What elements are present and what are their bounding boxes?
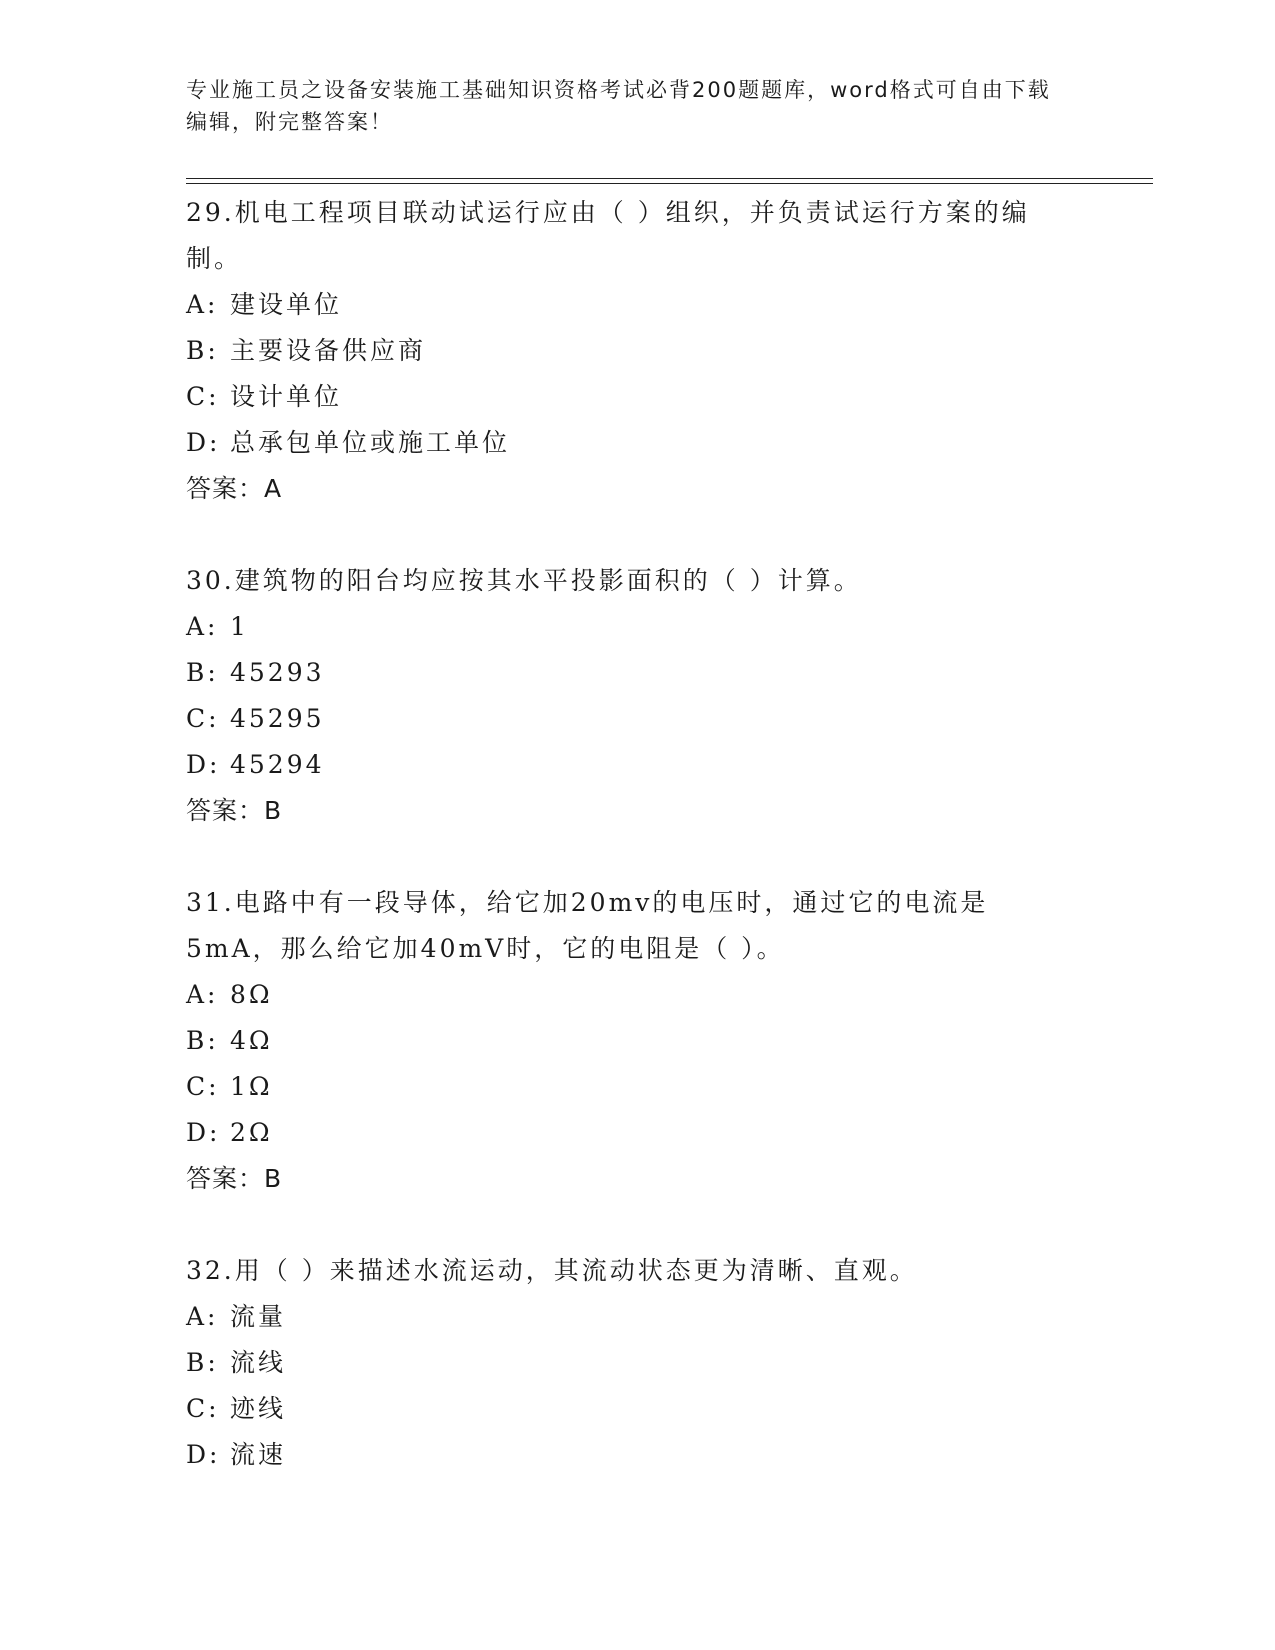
option-text: 1	[230, 612, 249, 641]
option-list	[186, 1294, 1066, 1478]
option-c	[186, 374, 1066, 420]
option-letter: A:	[186, 1302, 219, 1331]
option-letter: B:	[186, 658, 219, 687]
option-a	[186, 972, 1066, 1018]
option-a	[186, 282, 1066, 328]
option-a	[186, 604, 1066, 650]
option-d	[186, 742, 1066, 788]
option-b	[186, 328, 1066, 374]
option-letter: B:	[186, 336, 219, 365]
option-text: 流量	[230, 1302, 287, 1331]
option-text: 流线	[230, 1348, 287, 1377]
header-divider	[186, 178, 1153, 184]
option-letter: C:	[186, 1072, 220, 1101]
option-text: 8Ω	[230, 980, 273, 1009]
question-stem: 32.用（ ）来描述水流运动，其流动状态更为清晰、直观。	[186, 1256, 918, 1285]
question-stem: 31.电路中有一段导体，给它加20mv的电压时，通过它的电流是5mA，那么给它加40mV时，它的电阻是（ ）。	[186, 888, 989, 963]
document-header: 专业施工员之设备安装施工基础知识资格考试必背200题题库，word格式可自由下载编辑，附完整答案！	[186, 78, 1051, 134]
option-letter: D:	[186, 1118, 221, 1147]
option-text: 主要设备供应商	[230, 336, 427, 365]
option-text: 总承包单位或施工单位	[230, 428, 511, 457]
option-letter: A:	[186, 612, 219, 641]
option-text: 1Ω	[230, 1072, 273, 1101]
option-text: 45295	[230, 704, 325, 733]
question-31	[186, 880, 1066, 1202]
answer-line: 答案：A	[186, 474, 283, 503]
option-text: 迹线	[230, 1394, 287, 1423]
option-text: 流速	[230, 1440, 287, 1469]
option-text: 设计单位	[230, 382, 343, 411]
question-stem: 29.机电工程项目联动试运行应由（ ）组织，并负责试运行方案的编制。	[186, 198, 1030, 273]
option-text: 45294	[230, 750, 325, 779]
option-text: 45293	[230, 658, 325, 687]
option-c	[186, 696, 1066, 742]
option-letter: A:	[186, 980, 219, 1009]
option-b	[186, 650, 1066, 696]
option-letter: C:	[186, 1394, 220, 1423]
option-d	[186, 1432, 1066, 1478]
answer-line: 答案：B	[186, 1164, 283, 1193]
option-list	[186, 282, 1066, 466]
answer-line: 答案：B	[186, 796, 283, 825]
question-list	[186, 190, 1066, 1478]
option-letter: C:	[186, 704, 220, 733]
option-d	[186, 1110, 1066, 1156]
option-list	[186, 604, 1066, 788]
option-letter: B:	[186, 1026, 219, 1055]
option-c	[186, 1064, 1066, 1110]
option-letter: D:	[186, 1440, 221, 1469]
option-letter: C:	[186, 382, 220, 411]
option-list	[186, 972, 1066, 1156]
question-32	[186, 1248, 1066, 1478]
option-text: 4Ω	[230, 1026, 273, 1055]
option-letter: A:	[186, 290, 219, 319]
question-30	[186, 558, 1066, 834]
question-29	[186, 190, 1066, 512]
option-letter: D:	[186, 750, 221, 779]
option-letter: D:	[186, 428, 221, 457]
option-a	[186, 1294, 1066, 1340]
option-b	[186, 1340, 1066, 1386]
option-text: 2Ω	[230, 1118, 273, 1147]
option-letter: B:	[186, 1348, 219, 1377]
option-b	[186, 1018, 1066, 1064]
option-text: 建设单位	[230, 290, 343, 319]
question-stem: 30.建筑物的阳台均应按其水平投影面积的（ ）计算。	[186, 566, 862, 595]
option-c	[186, 1386, 1066, 1432]
option-d	[186, 420, 1066, 466]
